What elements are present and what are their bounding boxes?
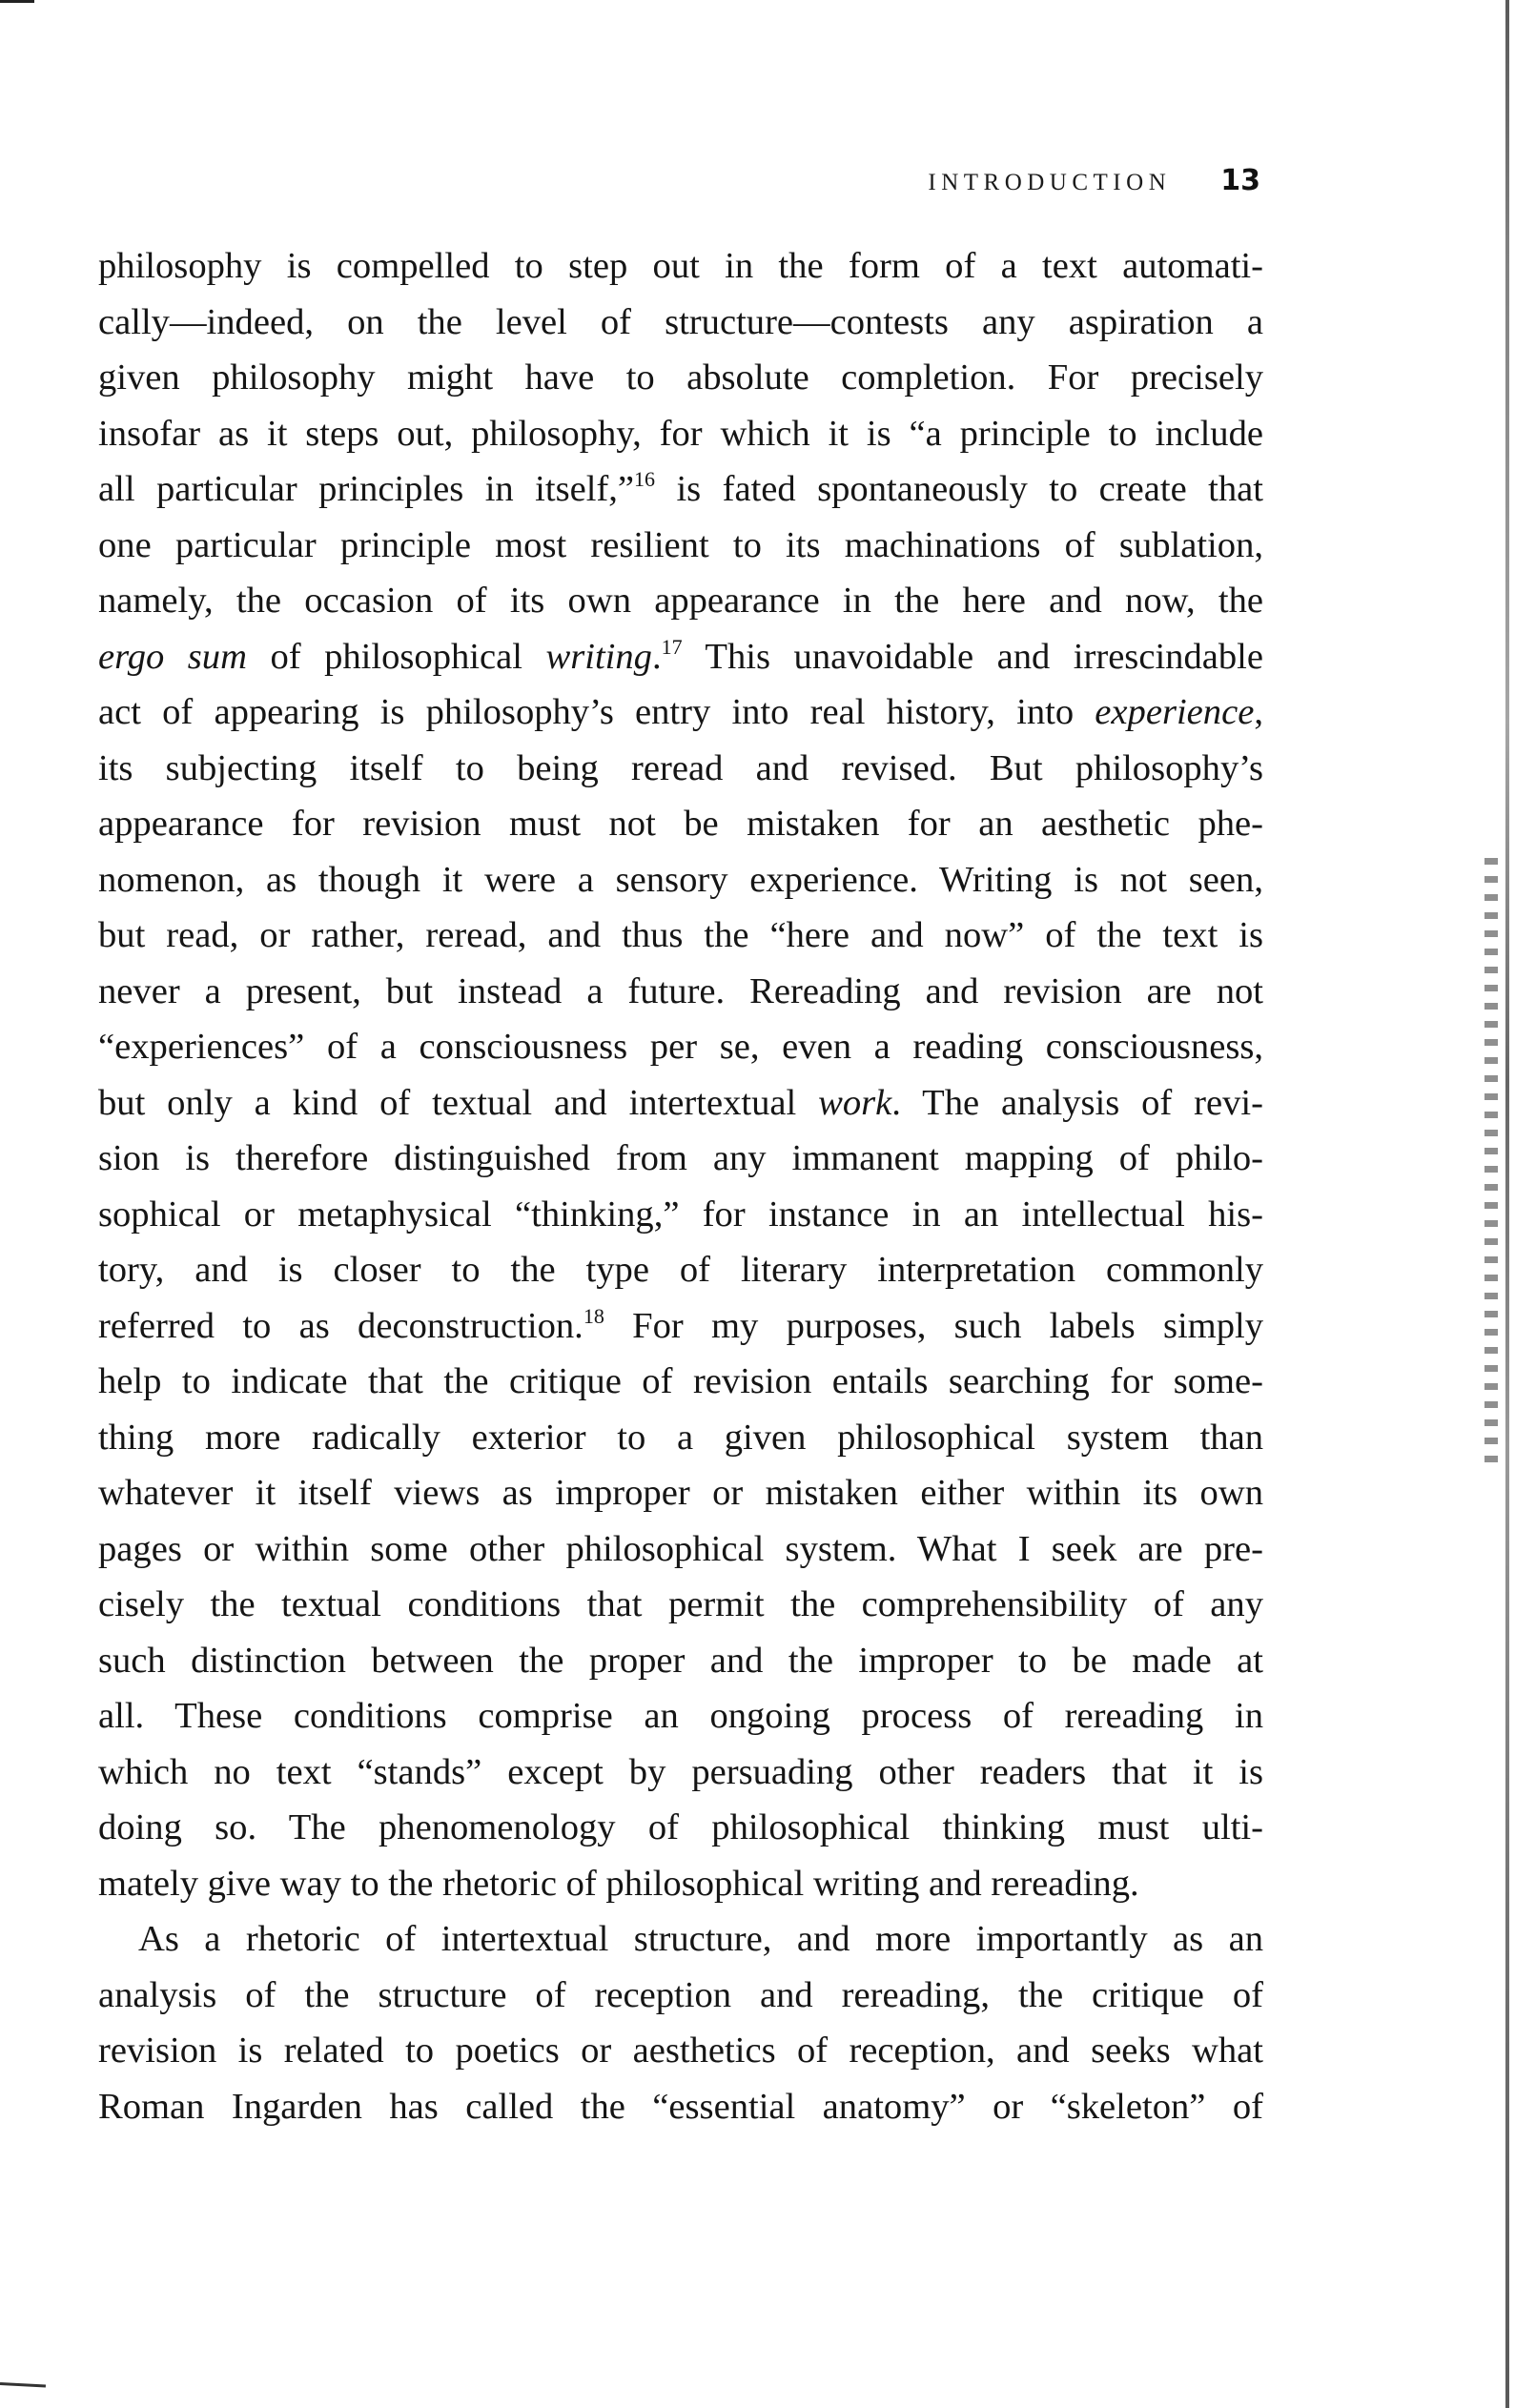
text-run: . — [651, 636, 662, 677]
text-line: sion is therefore distinguished from any immanent mapping of philo- — [98, 1138, 1263, 1178]
text-line: insofar as it steps out, philosophy, for which it is “a principle to include — [98, 413, 1263, 454]
text-line: revision is related to poetics or aesthetics of reception, and seeks what — [98, 2030, 1263, 2071]
scan-edge-mark — [0, 2382, 46, 2388]
paragraph-last-line: mately give way to the rhetoric of philosophical writing and rereading. — [98, 1863, 1139, 1904]
text-line: nomenon, as though it were a sensory experience. Writing is not seen, — [98, 859, 1263, 900]
scan-edge-mark — [0, 0, 34, 3]
text-run: act of appearing is philosophy’s entry into real history, into — [98, 692, 1095, 732]
footnote-ref: 16 — [634, 467, 656, 491]
running-head — [928, 164, 1260, 197]
text-run: all particular principles in itself,” — [98, 469, 635, 509]
text-line — [98, 629, 1263, 685]
text-run: This unavoidable and irrescindable — [682, 636, 1263, 677]
text-line — [98, 1298, 1263, 1355]
body-text — [98, 238, 1263, 2134]
section-title: INTRODUCTION — [928, 170, 1172, 195]
text-line: analysis of the structure of reception and rereading, the critique of — [98, 1974, 1263, 2015]
text-line: “experiences” of a consciousness per se, even a reading consciousness, — [98, 1027, 1263, 1067]
scan-page-edge-shadow — [1484, 858, 1498, 1468]
text-line — [98, 684, 1263, 741]
text-line: given philosophy might have to absolute completion. For precisely — [98, 357, 1263, 398]
text-line: cally—indeed, on the level of structure—contests any aspiration a — [98, 301, 1263, 342]
text-line: appearance for revision must not be mistaken for an aesthetic phe- — [98, 804, 1263, 844]
text-line: one particular principle most resilient to its machinations of sublation, — [98, 524, 1263, 565]
italic-phrase: work — [818, 1082, 892, 1123]
text-run: referred to as deconstruction. — [98, 1305, 583, 1346]
text-line: philosophy is compelled to step out in the form of a text automati- — [98, 246, 1263, 286]
footnote-ref: 17 — [661, 634, 683, 659]
text-run: . The analysis of revi- — [891, 1082, 1263, 1123]
italic-phrase: experience — [1095, 692, 1255, 732]
text-line: Roman Ingarden has called the “essential anatomy” or “skeleton” of — [98, 2086, 1263, 2127]
text-line: which no text “stands” except by persuading other readers that it is — [98, 1751, 1263, 1792]
text-line: all. These conditions comprise an ongoing process of rereading in — [98, 1696, 1263, 1736]
italic-phrase: ergo sum — [98, 636, 247, 677]
text-line: doing so. The phenomenology of philosophical thinking must ulti- — [98, 1807, 1263, 1847]
text-line — [98, 1075, 1263, 1132]
text-line: thing more radically exterior to a given philosophical system than — [98, 1417, 1263, 1458]
text-run: For my purposes, such labels simply — [604, 1305, 1263, 1346]
paragraph-first-line: As a rhetoric of intertextual structure, and more importantly as an — [138, 1919, 1263, 1959]
text-line: help to indicate that the critique of revision entails searching for some- — [98, 1361, 1263, 1401]
footnote-ref: 18 — [583, 1303, 604, 1328]
text-line: tory, and is closer to the type of literary interpretation commonly — [98, 1250, 1263, 1290]
text-run: is fated spontaneously to create that — [655, 469, 1263, 509]
text-run: of philosophical — [246, 636, 546, 677]
text-line: such distinction between the proper and the improper to be made at — [98, 1640, 1263, 1681]
text-line: cisely the textual conditions that permit the comprehensibility of any — [98, 1584, 1263, 1624]
italic-phrase: writing — [545, 636, 652, 677]
text-line — [98, 461, 1263, 518]
text-line: its subjecting itself to being reread and revised. But philosophy’s — [98, 747, 1263, 788]
text-line: namely, the occasion of its own appearance in the here and now, the — [98, 581, 1263, 621]
text-line: sophical or metaphysical “thinking,” for instance in an intellectual his- — [98, 1194, 1263, 1235]
text-run: but only a kind of textual and intertextual — [98, 1082, 819, 1123]
text-line: pages or within some other philosophical system. What I seek are pre- — [98, 1528, 1263, 1569]
text-run: , — [1254, 692, 1263, 732]
text-line: never a present, but instead a future. Rereading and revision are not — [98, 970, 1263, 1011]
page-number: 13 — [1220, 164, 1260, 197]
scan-page-edge — [1505, 0, 1509, 2408]
text-line: whatever it itself views as improper or mistaken either within its own — [98, 1473, 1263, 1513]
text-line: but read, or rather, reread, and thus the “here and now” of the text is — [98, 915, 1263, 955]
